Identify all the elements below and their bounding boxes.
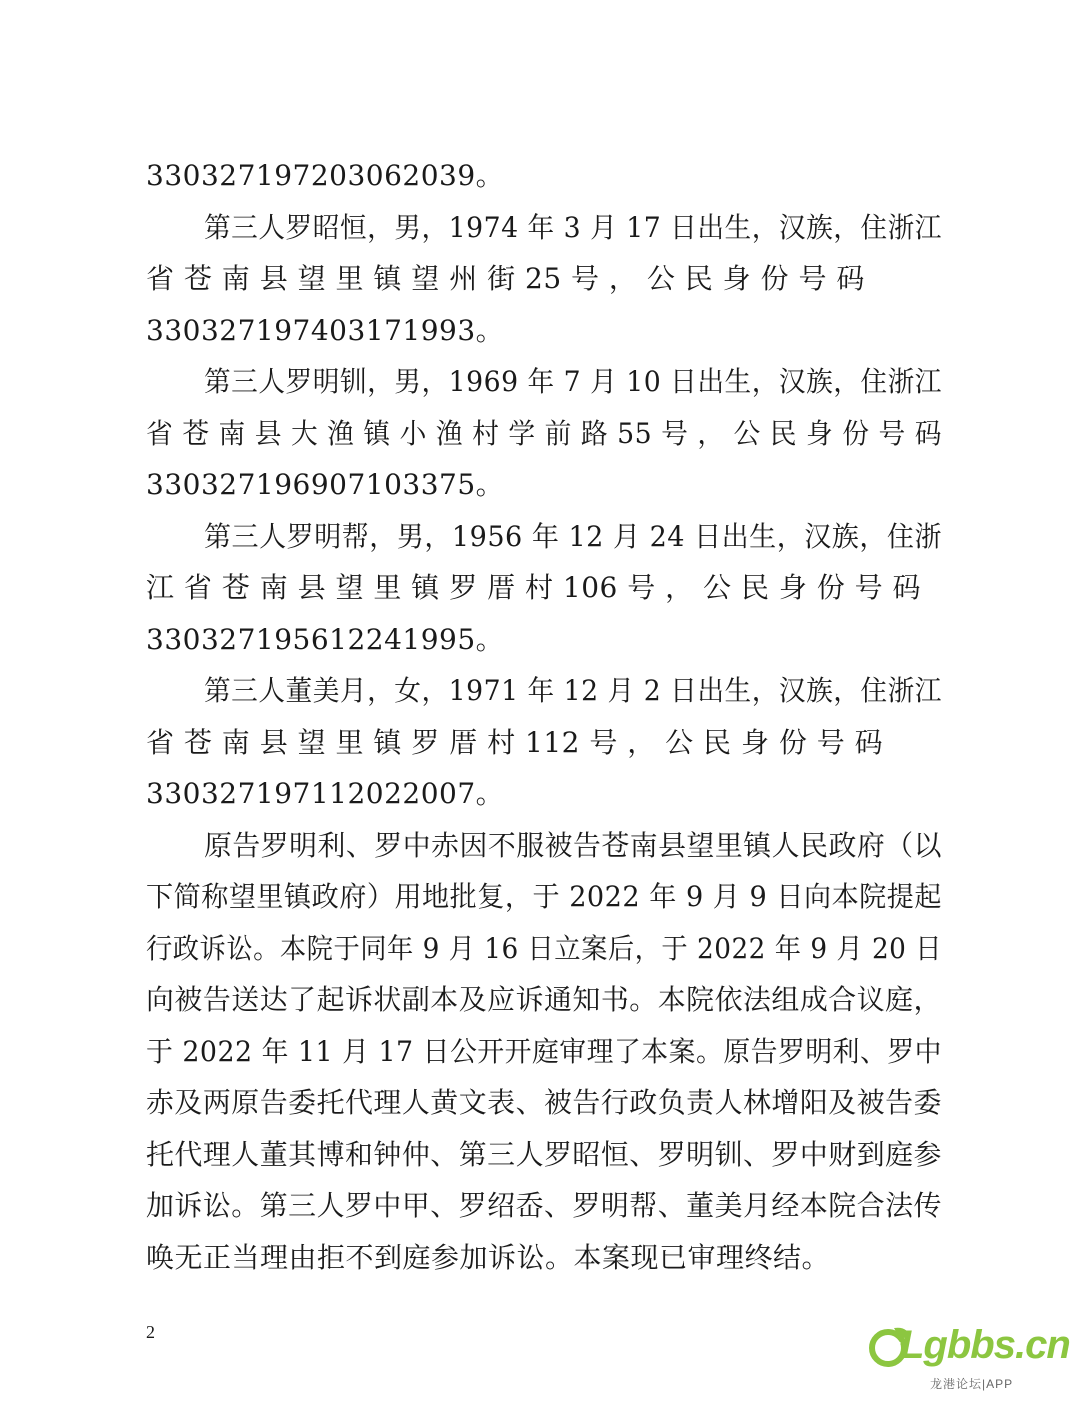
text-line-9: 江 省 苍 南 县 望 里 镇 罗 厝 村 106 号 ， 公 民 身 份 号 码	[146, 571, 922, 604]
text-line-5: 第三人罗明钏，男，1969 年 7 月 10 日出生，汉族，住浙江	[204, 365, 942, 398]
watermark-subtitle: 龙港论坛|APP	[930, 1377, 1014, 1391]
text-line-3: 省 苍 南 县 望 里 镇 望 州 街 25 号 ， 公 民 身 份 号 码	[146, 262, 865, 295]
text-line-16: 行政诉讼。本院于同年 9 月 16 日立案后，于 2022 年 9 月 20 日	[146, 931, 942, 965]
text-line-4: 330327197403171993。	[146, 313, 505, 347]
text-line-2: 第三人罗昭恒，男，1974 年 3 月 17 日出生，汉族，住浙江	[204, 210, 942, 244]
text-line-20: 托代理人董其博和钟仲、第三人罗昭恒、罗明钏、罗中财到庭参	[146, 1137, 942, 1171]
text-line-15: 下简称望里镇政府）用地批复，于 2022 年 9 月 9 日向本院提起	[146, 880, 942, 913]
text-line-18: 于 2022 年 11 月 17 日公开开庭审理了本案。原告罗明利、罗中	[146, 1034, 942, 1068]
watermark-brand-name: Lgbbs	[900, 1323, 1015, 1367]
text-line-11: 第三人董美月，女，1971 年 12 月 2 日出生，汉族，住浙江	[204, 674, 942, 707]
watermark-domain-suffix: .cn	[1014, 1323, 1070, 1367]
watermark-brand	[900, 1320, 1070, 1370]
text-line-7: 330327196907103375。	[146, 468, 505, 501]
text-line-14: 原告罗明利、罗中赤因不服被告苍南县望里镇人民政府（以	[204, 828, 942, 862]
site-watermark	[868, 1312, 1068, 1402]
text-line-10: 330327195612241995。	[146, 622, 505, 656]
page-number: 2	[146, 1322, 155, 1342]
document-body	[146, 150, 942, 1283]
text-line-6: 省 苍 南 县 大 渔 镇 小 渔 村 学 前 路 55 号 ， 公 民 身 份 号 码	[146, 416, 942, 450]
text-line-22: 唤无正当理由拒不到庭参加诉讼。本案现已审理终结。	[146, 1240, 831, 1274]
text-line-19: 赤及两原告委托代理人黄文表、被告行政负责人林增阳及被告委	[146, 1086, 942, 1119]
text-line-1: 330327197203062039。	[146, 159, 505, 192]
text-line-13: 330327197112022007。	[146, 777, 505, 810]
text-line-21: 加诉讼。第三人罗中甲、罗绍岙、罗明帮、董美月经本院合法传	[146, 1189, 942, 1222]
text-line-8: 第三人罗明帮，男，1956 年 12 月 24 日出生，汉族，住浙	[204, 519, 942, 553]
text-line-17: 向被告送达了起诉状副本及应诉通知书。本院依法组成合议庭，	[146, 983, 942, 1016]
text-line-12: 省 苍 南 县 望 里 镇 罗 厝 村 112 号 ， 公 民 身 份 号 码	[146, 725, 884, 759]
